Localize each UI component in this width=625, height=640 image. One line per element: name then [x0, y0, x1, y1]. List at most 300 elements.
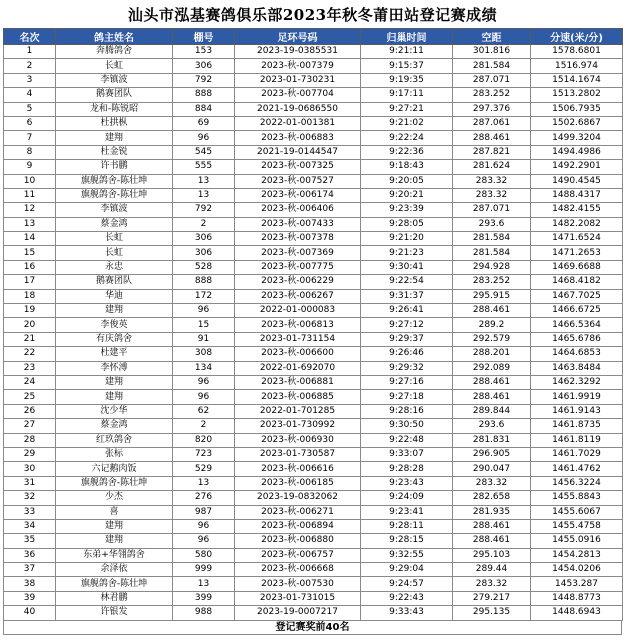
cell-arrival-time: 9:22:43 — [361, 591, 453, 605]
cell-loft: 555 — [173, 160, 235, 174]
cell-arrival-time: 9:28:16 — [361, 404, 453, 418]
table-footer: 登记赛奖前40名 — [3, 621, 622, 635]
cell-loft: 13 — [173, 188, 235, 202]
cell-speed: 1464.6853 — [531, 347, 623, 361]
cell-loft: 15 — [173, 318, 235, 332]
cell-rank: 11 — [4, 188, 56, 202]
cell-ring: 2023-01-731154 — [235, 332, 361, 346]
table-row — [4, 59, 623, 73]
cell-ring: 2023-秋-007325 — [235, 160, 361, 174]
header-row — [4, 29, 623, 45]
cell-arrival-time: 9:29:04 — [361, 563, 453, 577]
table-row — [4, 160, 623, 174]
cell-distance: 283.32 — [453, 476, 531, 490]
cell-rank: 33 — [4, 505, 56, 519]
cell-rank: 6 — [4, 116, 56, 130]
cell-distance: 293.6 — [453, 217, 531, 231]
cell-ring: 2023-秋-007775 — [235, 260, 361, 274]
cell-speed: 1492.2901 — [531, 160, 623, 174]
table-row — [4, 419, 623, 433]
cell-speed: 1506.7935 — [531, 102, 623, 116]
cell-loft: 580 — [173, 548, 235, 562]
cell-distance: 289.844 — [453, 404, 531, 418]
cell-owner: 华迪 — [56, 289, 173, 303]
cell-loft: 792 — [173, 203, 235, 217]
cell-distance: 283.32 — [453, 174, 531, 188]
cell-loft: 91 — [173, 332, 235, 346]
cell-distance: 283.252 — [453, 275, 531, 289]
cell-loft: 529 — [173, 462, 235, 476]
table-row — [4, 88, 623, 102]
cell-owner: 建翔 — [56, 375, 173, 389]
cell-owner: 六记鹅肉饭 — [56, 462, 173, 476]
cell-speed: 1461.9919 — [531, 390, 623, 404]
cell-rank: 1 — [4, 45, 56, 59]
cell-loft: 69 — [173, 116, 235, 130]
cell-arrival-time: 9:22:48 — [361, 433, 453, 447]
cell-distance: 289.44 — [453, 563, 531, 577]
cell-arrival-time: 9:19:35 — [361, 73, 453, 87]
cell-rank: 25 — [4, 390, 56, 404]
cell-ring: 2023-秋-006894 — [235, 519, 361, 533]
cell-rank: 18 — [4, 289, 56, 303]
cell-distance: 281.831 — [453, 433, 531, 447]
cell-rank: 17 — [4, 275, 56, 289]
cell-distance: 287.071 — [453, 203, 531, 217]
table-row — [4, 318, 623, 332]
cell-rank: 2 — [4, 59, 56, 73]
table-row — [4, 447, 623, 461]
cell-rank: 8 — [4, 145, 56, 159]
cell-rank: 29 — [4, 447, 56, 461]
cell-arrival-time: 9:26:46 — [361, 347, 453, 361]
cell-speed: 1488.4317 — [531, 188, 623, 202]
cell-arrival-time: 9:27:18 — [361, 390, 453, 404]
table-row — [4, 289, 623, 303]
cell-owner: 旗舰鸽舍-陈壮坤 — [56, 174, 173, 188]
cell-loft: 888 — [173, 88, 235, 102]
table-row — [4, 145, 623, 159]
cell-speed: 1502.6867 — [531, 116, 623, 130]
cell-ring: 2023-秋-006174 — [235, 188, 361, 202]
cell-speed: 1513.2802 — [531, 88, 623, 102]
table-row — [4, 606, 623, 620]
cell-owner: 旗舰鸽舍-陈壮坤 — [56, 188, 173, 202]
cell-speed: 1461.7029 — [531, 447, 623, 461]
cell-rank: 37 — [4, 563, 56, 577]
cell-distance: 292.579 — [453, 332, 531, 346]
page-title: 汕头市泓基赛鸽俱乐部2023年秋冬莆田站登记赛成绩 — [127, 6, 498, 24]
cell-owner: 永忠 — [56, 260, 173, 274]
column-header-loft: 棚号 — [173, 29, 235, 45]
cell-distance: 281.624 — [453, 160, 531, 174]
cell-ring: 2023-秋-006267 — [235, 289, 361, 303]
cell-loft: 96 — [173, 534, 235, 548]
cell-distance: 295.915 — [453, 289, 531, 303]
cell-arrival-time: 9:27:21 — [361, 102, 453, 116]
cell-arrival-time: 9:23:39 — [361, 203, 453, 217]
results-table — [3, 28, 623, 621]
cell-distance: 301.816 — [453, 45, 531, 59]
cell-owner: 建翔 — [56, 131, 173, 145]
cell-arrival-time: 9:33:07 — [361, 447, 453, 461]
cell-distance: 293.6 — [453, 419, 531, 433]
cell-arrival-time: 9:18:43 — [361, 160, 453, 174]
cell-loft: 13 — [173, 476, 235, 490]
cell-loft: 988 — [173, 606, 235, 620]
cell-rank: 7 — [4, 131, 56, 145]
cell-speed: 1466.5364 — [531, 318, 623, 332]
cell-loft: 96 — [173, 390, 235, 404]
cell-rank: 13 — [4, 217, 56, 231]
cell-rank: 39 — [4, 591, 56, 605]
table-row — [4, 390, 623, 404]
cell-ring: 2023-01-730992 — [235, 419, 361, 433]
cell-arrival-time: 9:15:37 — [361, 59, 453, 73]
cell-distance: 287.821 — [453, 145, 531, 159]
table-row — [4, 361, 623, 375]
cell-loft: 172 — [173, 289, 235, 303]
cell-loft: 399 — [173, 591, 235, 605]
cell-ring: 2023-01-730587 — [235, 447, 361, 461]
cell-rank: 40 — [4, 606, 56, 620]
cell-distance: 292.089 — [453, 361, 531, 375]
cell-speed: 1454.2813 — [531, 548, 623, 562]
table-row — [4, 304, 623, 318]
cell-rank: 15 — [4, 246, 56, 260]
cell-ring: 2022-01-692070 — [235, 361, 361, 375]
cell-ring: 2021-19-0144547 — [235, 145, 361, 159]
table-row — [4, 577, 623, 591]
cell-loft: 2 — [173, 419, 235, 433]
cell-ring: 2023-秋-006668 — [235, 563, 361, 577]
cell-ring: 2023-秋-006813 — [235, 318, 361, 332]
cell-arrival-time: 9:28:11 — [361, 519, 453, 533]
cell-arrival-time: 9:31:37 — [361, 289, 453, 303]
cell-owner: 蔡金鸿 — [56, 217, 173, 231]
cell-distance: 297.376 — [453, 102, 531, 116]
cell-loft: 2 — [173, 217, 235, 231]
table-row — [4, 375, 623, 389]
cell-owner: 龙和-陈锐昭 — [56, 102, 173, 116]
table-row — [4, 347, 623, 361]
cell-distance: 290.047 — [453, 462, 531, 476]
column-header-rank: 名次 — [4, 29, 56, 45]
cell-loft: 62 — [173, 404, 235, 418]
column-header-distance: 空距 — [453, 29, 531, 45]
cell-owner: 长虹 — [56, 246, 173, 260]
cell-owner: 建翔 — [56, 390, 173, 404]
cell-loft: 306 — [173, 246, 235, 260]
table-row — [4, 275, 623, 289]
cell-owner: 少杰 — [56, 491, 173, 505]
cell-owner: 建翔 — [56, 304, 173, 318]
cell-arrival-time: 9:21:11 — [361, 45, 453, 59]
cell-ring: 2023-秋-007378 — [235, 232, 361, 246]
cell-rank: 5 — [4, 102, 56, 116]
cell-owner: 奔腾鸽舍 — [56, 45, 173, 59]
cell-arrival-time: 9:22:24 — [361, 131, 453, 145]
cell-ring: 2023-秋-006600 — [235, 347, 361, 361]
cell-distance: 288.461 — [453, 519, 531, 533]
cell-loft: 306 — [173, 232, 235, 246]
table-body — [4, 45, 623, 621]
cell-rank: 4 — [4, 88, 56, 102]
cell-owner: 旗舰鸽舍-陈壮坤 — [56, 476, 173, 490]
cell-distance: 283.32 — [453, 188, 531, 202]
cell-speed: 1462.3292 — [531, 375, 623, 389]
cell-speed: 1514.1674 — [531, 73, 623, 87]
cell-loft: 306 — [173, 59, 235, 73]
cell-loft: 13 — [173, 174, 235, 188]
cell-ring: 2023-19-0385531 — [235, 45, 361, 59]
cell-owner: 李俊英 — [56, 318, 173, 332]
cell-arrival-time: 9:17:11 — [361, 88, 453, 102]
cell-loft: 13 — [173, 577, 235, 591]
cell-speed: 1455.4758 — [531, 519, 623, 533]
cell-owner: 红玖鸽舍 — [56, 433, 173, 447]
cell-arrival-time: 9:33:43 — [361, 606, 453, 620]
cell-rank: 28 — [4, 433, 56, 447]
cell-arrival-time: 9:27:16 — [361, 375, 453, 389]
cell-rank: 30 — [4, 462, 56, 476]
cell-arrival-time: 9:28:05 — [361, 217, 453, 231]
cell-speed: 1461.4762 — [531, 462, 623, 476]
cell-ring: 2022-01-001381 — [235, 116, 361, 130]
cell-loft: 153 — [173, 45, 235, 59]
cell-rank: 38 — [4, 577, 56, 591]
cell-distance: 282.658 — [453, 491, 531, 505]
column-header-ring: 足环号码 — [235, 29, 361, 45]
table-header — [4, 29, 623, 45]
cell-rank: 12 — [4, 203, 56, 217]
cell-rank: 35 — [4, 534, 56, 548]
cell-ring: 2023-秋-006616 — [235, 462, 361, 476]
table-row — [4, 563, 623, 577]
cell-distance: 281.584 — [453, 232, 531, 246]
table-row — [4, 203, 623, 217]
cell-owner: 沈少华 — [56, 404, 173, 418]
cell-ring: 2023-秋-007379 — [235, 59, 361, 73]
cell-rank: 21 — [4, 332, 56, 346]
cell-distance: 289.2 — [453, 318, 531, 332]
cell-owner: 鹅赛团队 — [56, 88, 173, 102]
cell-ring: 2022-01-000083 — [235, 304, 361, 318]
cell-rank: 32 — [4, 491, 56, 505]
cell-owner: 许书鹏 — [56, 160, 173, 174]
table-row — [4, 476, 623, 490]
cell-owner: 东弟+华翎鸽舍 — [56, 548, 173, 562]
cell-arrival-time: 9:21:02 — [361, 116, 453, 130]
cell-speed: 1482.4155 — [531, 203, 623, 217]
cell-arrival-time: 9:22:36 — [361, 145, 453, 159]
cell-loft: 308 — [173, 347, 235, 361]
cell-speed: 1455.6067 — [531, 505, 623, 519]
cell-arrival-time: 9:21:23 — [361, 246, 453, 260]
cell-speed: 1461.8735 — [531, 419, 623, 433]
cell-arrival-time: 9:24:57 — [361, 577, 453, 591]
cell-distance: 288.461 — [453, 534, 531, 548]
cell-arrival-time: 9:24:09 — [361, 491, 453, 505]
cell-loft: 820 — [173, 433, 235, 447]
cell-ring: 2023-秋-007369 — [235, 246, 361, 260]
cell-distance: 288.201 — [453, 347, 531, 361]
cell-loft: 987 — [173, 505, 235, 519]
cell-ring: 2023-秋-006271 — [235, 505, 361, 519]
cell-owner: 长虹 — [56, 232, 173, 246]
cell-owner: 杜拱枞 — [56, 116, 173, 130]
cell-owner: 余泽依 — [56, 563, 173, 577]
cell-ring: 2023-秋-006883 — [235, 131, 361, 145]
cell-loft: 96 — [173, 375, 235, 389]
cell-arrival-time: 9:29:32 — [361, 361, 453, 375]
cell-speed: 1471.6524 — [531, 232, 623, 246]
cell-owner: 旗舰鸽舍-陈壮坤 — [56, 577, 173, 591]
cell-loft: 545 — [173, 145, 235, 159]
cell-distance: 288.461 — [453, 304, 531, 318]
cell-distance: 295.103 — [453, 548, 531, 562]
cell-speed: 1499.3204 — [531, 131, 623, 145]
cell-speed: 1448.6943 — [531, 606, 623, 620]
column-header-speed: 分速(米/分) — [531, 29, 623, 45]
cell-owner: 许银发 — [56, 606, 173, 620]
cell-owner: 建翔 — [56, 519, 173, 533]
cell-loft: 96 — [173, 304, 235, 318]
cell-ring: 2023-秋-006880 — [235, 534, 361, 548]
cell-ring: 2021-19-0686550 — [235, 102, 361, 116]
cell-rank: 20 — [4, 318, 56, 332]
cell-ring: 2023-01-730231 — [235, 73, 361, 87]
cell-speed: 1468.4182 — [531, 275, 623, 289]
cell-owner: 建翔 — [56, 534, 173, 548]
cell-distance: 281.584 — [453, 59, 531, 73]
table-row — [4, 217, 623, 231]
cell-speed: 1516.974 — [531, 59, 623, 73]
cell-owner: 杜金锐 — [56, 145, 173, 159]
cell-ring: 2023-秋-006885 — [235, 390, 361, 404]
cell-speed: 1482.2082 — [531, 217, 623, 231]
cell-rank: 9 — [4, 160, 56, 174]
cell-owner: 喜 — [56, 505, 173, 519]
cell-owner: 有庆鸽舍 — [56, 332, 173, 346]
table-row — [4, 188, 623, 202]
cell-arrival-time: 9:29:37 — [361, 332, 453, 346]
cell-speed: 1461.8119 — [531, 433, 623, 447]
cell-speed: 1494.4986 — [531, 145, 623, 159]
cell-distance: 287.071 — [453, 73, 531, 87]
cell-owner: 李镇波 — [56, 73, 173, 87]
cell-loft: 134 — [173, 361, 235, 375]
cell-ring: 2023-秋-007530 — [235, 577, 361, 591]
cell-speed: 1455.0916 — [531, 534, 623, 548]
cell-rank: 26 — [4, 404, 56, 418]
cell-rank: 10 — [4, 174, 56, 188]
cell-rank: 24 — [4, 375, 56, 389]
cell-arrival-time: 9:32:55 — [361, 548, 453, 562]
cell-ring: 2023-秋-006185 — [235, 476, 361, 490]
cell-distance: 281.935 — [453, 505, 531, 519]
cell-arrival-time: 9:22:54 — [361, 275, 453, 289]
cell-rank: 34 — [4, 519, 56, 533]
cell-distance: 288.461 — [453, 375, 531, 389]
cell-ring: 2023-秋-007433 — [235, 217, 361, 231]
cell-loft: 276 — [173, 491, 235, 505]
cell-loft: 792 — [173, 73, 235, 87]
cell-speed: 1461.9143 — [531, 404, 623, 418]
cell-loft: 888 — [173, 275, 235, 289]
table-row — [4, 519, 623, 533]
cell-owner: 李镇波 — [56, 203, 173, 217]
table-row — [4, 102, 623, 116]
cell-owner: 林君鹏 — [56, 591, 173, 605]
table-row — [4, 591, 623, 605]
cell-rank: 23 — [4, 361, 56, 375]
cell-ring: 2023-秋-006229 — [235, 275, 361, 289]
cell-arrival-time: 9:20:21 — [361, 188, 453, 202]
column-header-owner: 鸽主姓名 — [56, 29, 173, 45]
cell-speed: 1469.6688 — [531, 260, 623, 274]
cell-speed: 1463.8484 — [531, 361, 623, 375]
cell-arrival-time: 9:23:43 — [361, 476, 453, 490]
cell-arrival-time: 9:26:41 — [361, 304, 453, 318]
table-row — [4, 116, 623, 130]
cell-rank: 27 — [4, 419, 56, 433]
cell-distance: 294.928 — [453, 260, 531, 274]
cell-ring: 2023-秋-006881 — [235, 375, 361, 389]
table-row — [4, 260, 623, 274]
cell-arrival-time: 9:21:20 — [361, 232, 453, 246]
table-row — [4, 246, 623, 260]
column-header-arrival-time: 归巢时间 — [361, 29, 453, 45]
cell-ring: 2023-秋-006930 — [235, 433, 361, 447]
cell-speed: 1448.8773 — [531, 591, 623, 605]
cell-distance: 288.461 — [453, 390, 531, 404]
cell-arrival-time: 9:20:05 — [361, 174, 453, 188]
table-row — [4, 433, 623, 447]
cell-ring: 2022-01-701285 — [235, 404, 361, 418]
cell-rank: 3 — [4, 73, 56, 87]
cell-owner: 长虹 — [56, 59, 173, 73]
cell-owner: 杜建平 — [56, 347, 173, 361]
table-row — [4, 131, 623, 145]
cell-rank: 16 — [4, 260, 56, 274]
cell-owner: 蔡金鸿 — [56, 419, 173, 433]
cell-distance: 281.584 — [453, 246, 531, 260]
cell-rank: 22 — [4, 347, 56, 361]
cell-distance: 283.32 — [453, 577, 531, 591]
cell-speed: 1467.7025 — [531, 289, 623, 303]
cell-loft: 528 — [173, 260, 235, 274]
table-row — [4, 232, 623, 246]
cell-speed: 1578.6801 — [531, 45, 623, 59]
cell-speed: 1456.3224 — [531, 476, 623, 490]
table-row — [4, 505, 623, 519]
cell-loft: 999 — [173, 563, 235, 577]
cell-ring: 2023-秋-006406 — [235, 203, 361, 217]
cell-owner: 张标 — [56, 447, 173, 461]
cell-speed: 1465.6786 — [531, 332, 623, 346]
cell-loft: 96 — [173, 131, 235, 145]
cell-distance: 288.461 — [453, 131, 531, 145]
table-row — [4, 174, 623, 188]
cell-loft: 723 — [173, 447, 235, 461]
cell-distance: 296.905 — [453, 447, 531, 461]
cell-ring: 2023-秋-006757 — [235, 548, 361, 562]
cell-owner: 李怀溥 — [56, 361, 173, 375]
cell-arrival-time: 9:30:50 — [361, 419, 453, 433]
cell-speed: 1454.0206 — [531, 563, 623, 577]
table-row — [4, 332, 623, 346]
